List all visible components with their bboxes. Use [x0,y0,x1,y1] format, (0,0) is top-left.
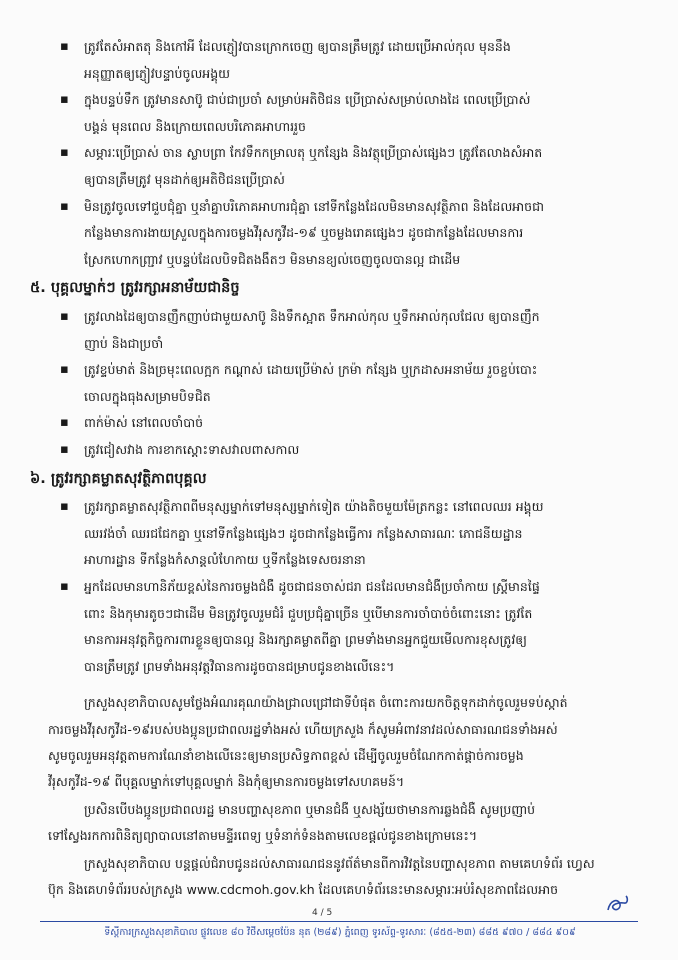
paragraph-line: ប៊ុក និងគេហទំព័ររបស់ក្រសួង www.cdcmoh.gov.kh ដែលគេហទំព័រនេះមានសម្ភារៈអប់រំសុខភាពដែលអាច [48,882,559,898]
paragraph-line: ទៅស្វែងរកការពិនិត្យព្យាបាលនៅតាមមន្ទីរពេទ្យ ឬទំនាក់ទំនងតាមលេខផ្តល់ជូនខាងក្រោមនេះ។ [48,827,478,843]
section-heading: ៦. ត្រូវរក្សាគម្លាតសុវត្ថិភាពបុគ្គល [30,470,207,487]
bullet-text-line: ត្រូវជៀសវាង ការខាកស្តោះទាសវាលពាសកាល [84,442,300,457]
bullet-text-line: អនុញ្ញាតឲ្យភ្ញៀវបន្ទាប់ចូលអង្គុយ [84,65,231,81]
bullet-text-line: អ្នកដែលមានហានិភ័យខ្ពស់នៃការចម្លងជំងឺ ដូចជាជនចាស់ជរា ជនដែលមានជំងឺប្រចាំកាយ ស្ត្រីមានផ្ទៃ [84,579,540,594]
bullet-text-line: កន្លែងមានការងាយស្រួលក្នុងការចម្លងវីរុសកូវីដ-១៩ ឬចម្លងរោគផ្សេងៗ ដូចជាកន្លែងដែលមានការ [84,225,524,241]
bullet-icon: ▪ [60,198,69,214]
bullet-text-line: បង្គន់ មុនពេល និងក្រោយពេលបរិភោគអាហាររួច [84,118,306,134]
bullet-text-line: ក្នុងបន្ទប់ទឹក ត្រូវមានសាប៊ូ ជាប់ជាប្រចាំ សម្រាប់អតិថិជន ប្រើប្រាស់សម្រាប់លាងដៃ ពេលប្រើប្រាស់ [84,92,531,108]
bullet-icon: ▪ [60,362,69,378]
paragraph-line: ការចម្លងវីរុសកូវីដ-១៩របស់បងប្អូនប្រជាពលរដ្ឋទាំងអស់ ហើយក្រសួង ក៏សូមអំពាវនាវដល់សាធារណជនទាំងអស់ [48,721,558,737]
paragraph-line: ក្រសួងសុខាភិបាល បន្តផ្តល់ជំរាបជូនដល់សាធារណជននូវព័ត៌មានពីការវិវត្តនៃបញ្ហាសុខភាព តាមគេហទំព័រ ហ្វេស [84,856,595,871]
bullet-text-line: ឲ្យបានត្រឹមត្រូវ មុនដាក់ឲ្យអតិថិជនប្រើប្រាស់ [84,172,285,187]
footer-address: ទីស្តីការក្រសួងសុខាភិបាល ផ្លូវលេខ ៨០ វិថីសម្តេចប៉ែន នុត (២៨៩) ភ្នំពេញ ទូរស័ព្ទ-ទូរសារៈ (៨៥៥-២៣) ៨៨៥ ៩៧០ / ៨៨៤ ៩០៩ [104,927,576,938]
paragraph-line: ប្រសិនបើបងប្អូនប្រជាពលរដ្ឋ មានបញ្ហាសុខភាព ឬមានជំងឺ ឬសង្ស័យថាមានការឆ្លងជំងឺ សូមប្រញាប់ [84,801,536,817]
paragraph-line: វីរុសកូវីដ-១៩ ពីបុគ្គលម្នាក់ទៅបុគ្គលម្នាក់ និងកុំឲ្យមានការចម្លងទៅសហគមន៍។ [48,773,405,789]
bullet-text-line: មានការអនុវត្តកិច្ចការពារខ្លួនឲ្យបានល្អ និងរក្សាគម្លាតពីគ្នា ព្រមទាំងមានអ្នកជួយមើលការខុសត្រូវឲ្យ [84,632,527,648]
bullet-text-line: មិនត្រូវចូលទៅជួបជុំគ្នា ឬនាំគ្នាបរិភោគអាហារជុំគ្នា នៅទីកន្លែងដែលមិនមានសុវត្ថិភាព និងដែលអាចជា [84,198,544,214]
bullet-icon: ▪ [60,309,69,324]
bullet-icon: ▪ [60,499,69,515]
bullet-text-line: ត្រូវតែសំអាតតុ និងកៅអី ដែលភ្ញៀវបានក្រោកចេញ ឲ្យបានត្រឹមត្រូវ ដោយប្រើអាល់កុល មុននឹង [84,39,511,54]
paragraph-line: សូមចូលរួមអនុវត្តតាមការណែនាំខាងលើនេះឲ្យមានប្រសិទ្ធភាពខ្ពស់ ដើម្បីចូលរួមចំណែកកាត់ផ្តាច់ការចម្លង [48,747,524,763]
paragraph-line: ក្រសួងសុខាភិបាលសូមថ្លែងអំណរគុណយ៉ាងជ្រាលជ្រៅជាទីបំផុត ចំពោះការយកចិត្តទុកដាក់ចូលរួមទប់ស្កាត់ [84,695,568,711]
bullet-text-line: ញាប់ និងជាប្រចាំ [84,335,164,351]
bullet-text-line: ត្រូវលាងដៃឲ្យបានញឹកញាប់ជាមួយសាប៊ូ និងទឹកស្អាត ទឹកអាល់កុល ឬទឹកអាល់កុលជែល ឲ្យបានញឹក [84,309,540,324]
bullet-text-line: ឈរវង់ចាំ ឈរជជែកគ្នា ឬនៅទីកន្លែងផ្សេងៗ ដូចជាកន្លែងធ្វើការ កន្លែងសាធារណៈ ភោជនីយដ្ឋាន [84,525,523,541]
bullet-text-line: បានត្រឹមត្រូវ ព្រមទាំងអនុវត្តវិធានការដូចបានជម្រាបជូនខាងលើនេះ។ [84,658,395,674]
bullet-text-line: អាហារដ្ឋាន ទីកន្លែងកំសាន្តលំហែកាយ ឬទីកន្លែងទេសចរនានា [84,552,366,568]
bullet-text-line: ពោះ និងកុមារតូចៗជាដើម មិនត្រូវចូលរួមជំរំ ជួបប្រជុំគ្នាច្រើន ឬបើមានការចាំបាច់ចំពោះនោះ ត្រូវតែ [84,605,533,621]
signature-mark [604,894,632,916]
bullet-icon: ▪ [60,92,69,108]
bullet-icon: ▪ [60,579,69,594]
section-heading: ៥. បុគ្គលម្នាក់ៗ ត្រូវរក្សាអនាម័យជានិច្ច [30,280,240,297]
bullet-icon: ▪ [60,442,69,457]
footer-divider [40,921,638,922]
bullet-text-line: សម្ភារៈប្រើប្រាស់ ចាន ស្លាបព្រា កែវទឹកកម្រាលតុ ឬកន្សែង និងវត្ថុប្រើប្រាស់ផ្សេងៗ ត្រូវតែលាងសំអាត [84,145,543,161]
bullet-text-line: ត្រូវរក្សាគម្លាតសុវត្ថិភាពពីមនុស្សម្នាក់ទៅមនុស្សម្នាក់ទៀត យ៉ាងតិចមួយម៉ែត្រកន្លះ នៅពេលឈរ អង្គុយ [84,499,544,515]
bullet-icon: ▪ [60,39,69,54]
bullet-text-line: ស្រែកហោកញ្ជ្រាវ ឬបន្ទប់ដែលបិទជិតងងឹតៗ មិនមានខ្យល់ចេញចូលបានល្អ ជាដើម [84,251,461,267]
page-number: 4 / 5 [312,908,333,918]
bullet-icon: ▪ [60,415,69,431]
bullet-text-line: ចោលក្នុងធុងសម្រាមបិទជិត [84,388,211,404]
bullet-icon: ▪ [60,145,69,161]
bullet-text-line: ពាក់ម៉ាស់ នៅពេលចាំបាច់ [84,415,204,431]
bullet-text-line: ត្រូវខ្ទប់មាត់ និងច្រមុះពេលក្អក កណ្តាស់ ដោយប្រើម៉ាស់ ក្រម៉ា កន្សែង ឬក្រដាសអនាម័យ រួចខ្ចប់បោះ [84,362,538,378]
